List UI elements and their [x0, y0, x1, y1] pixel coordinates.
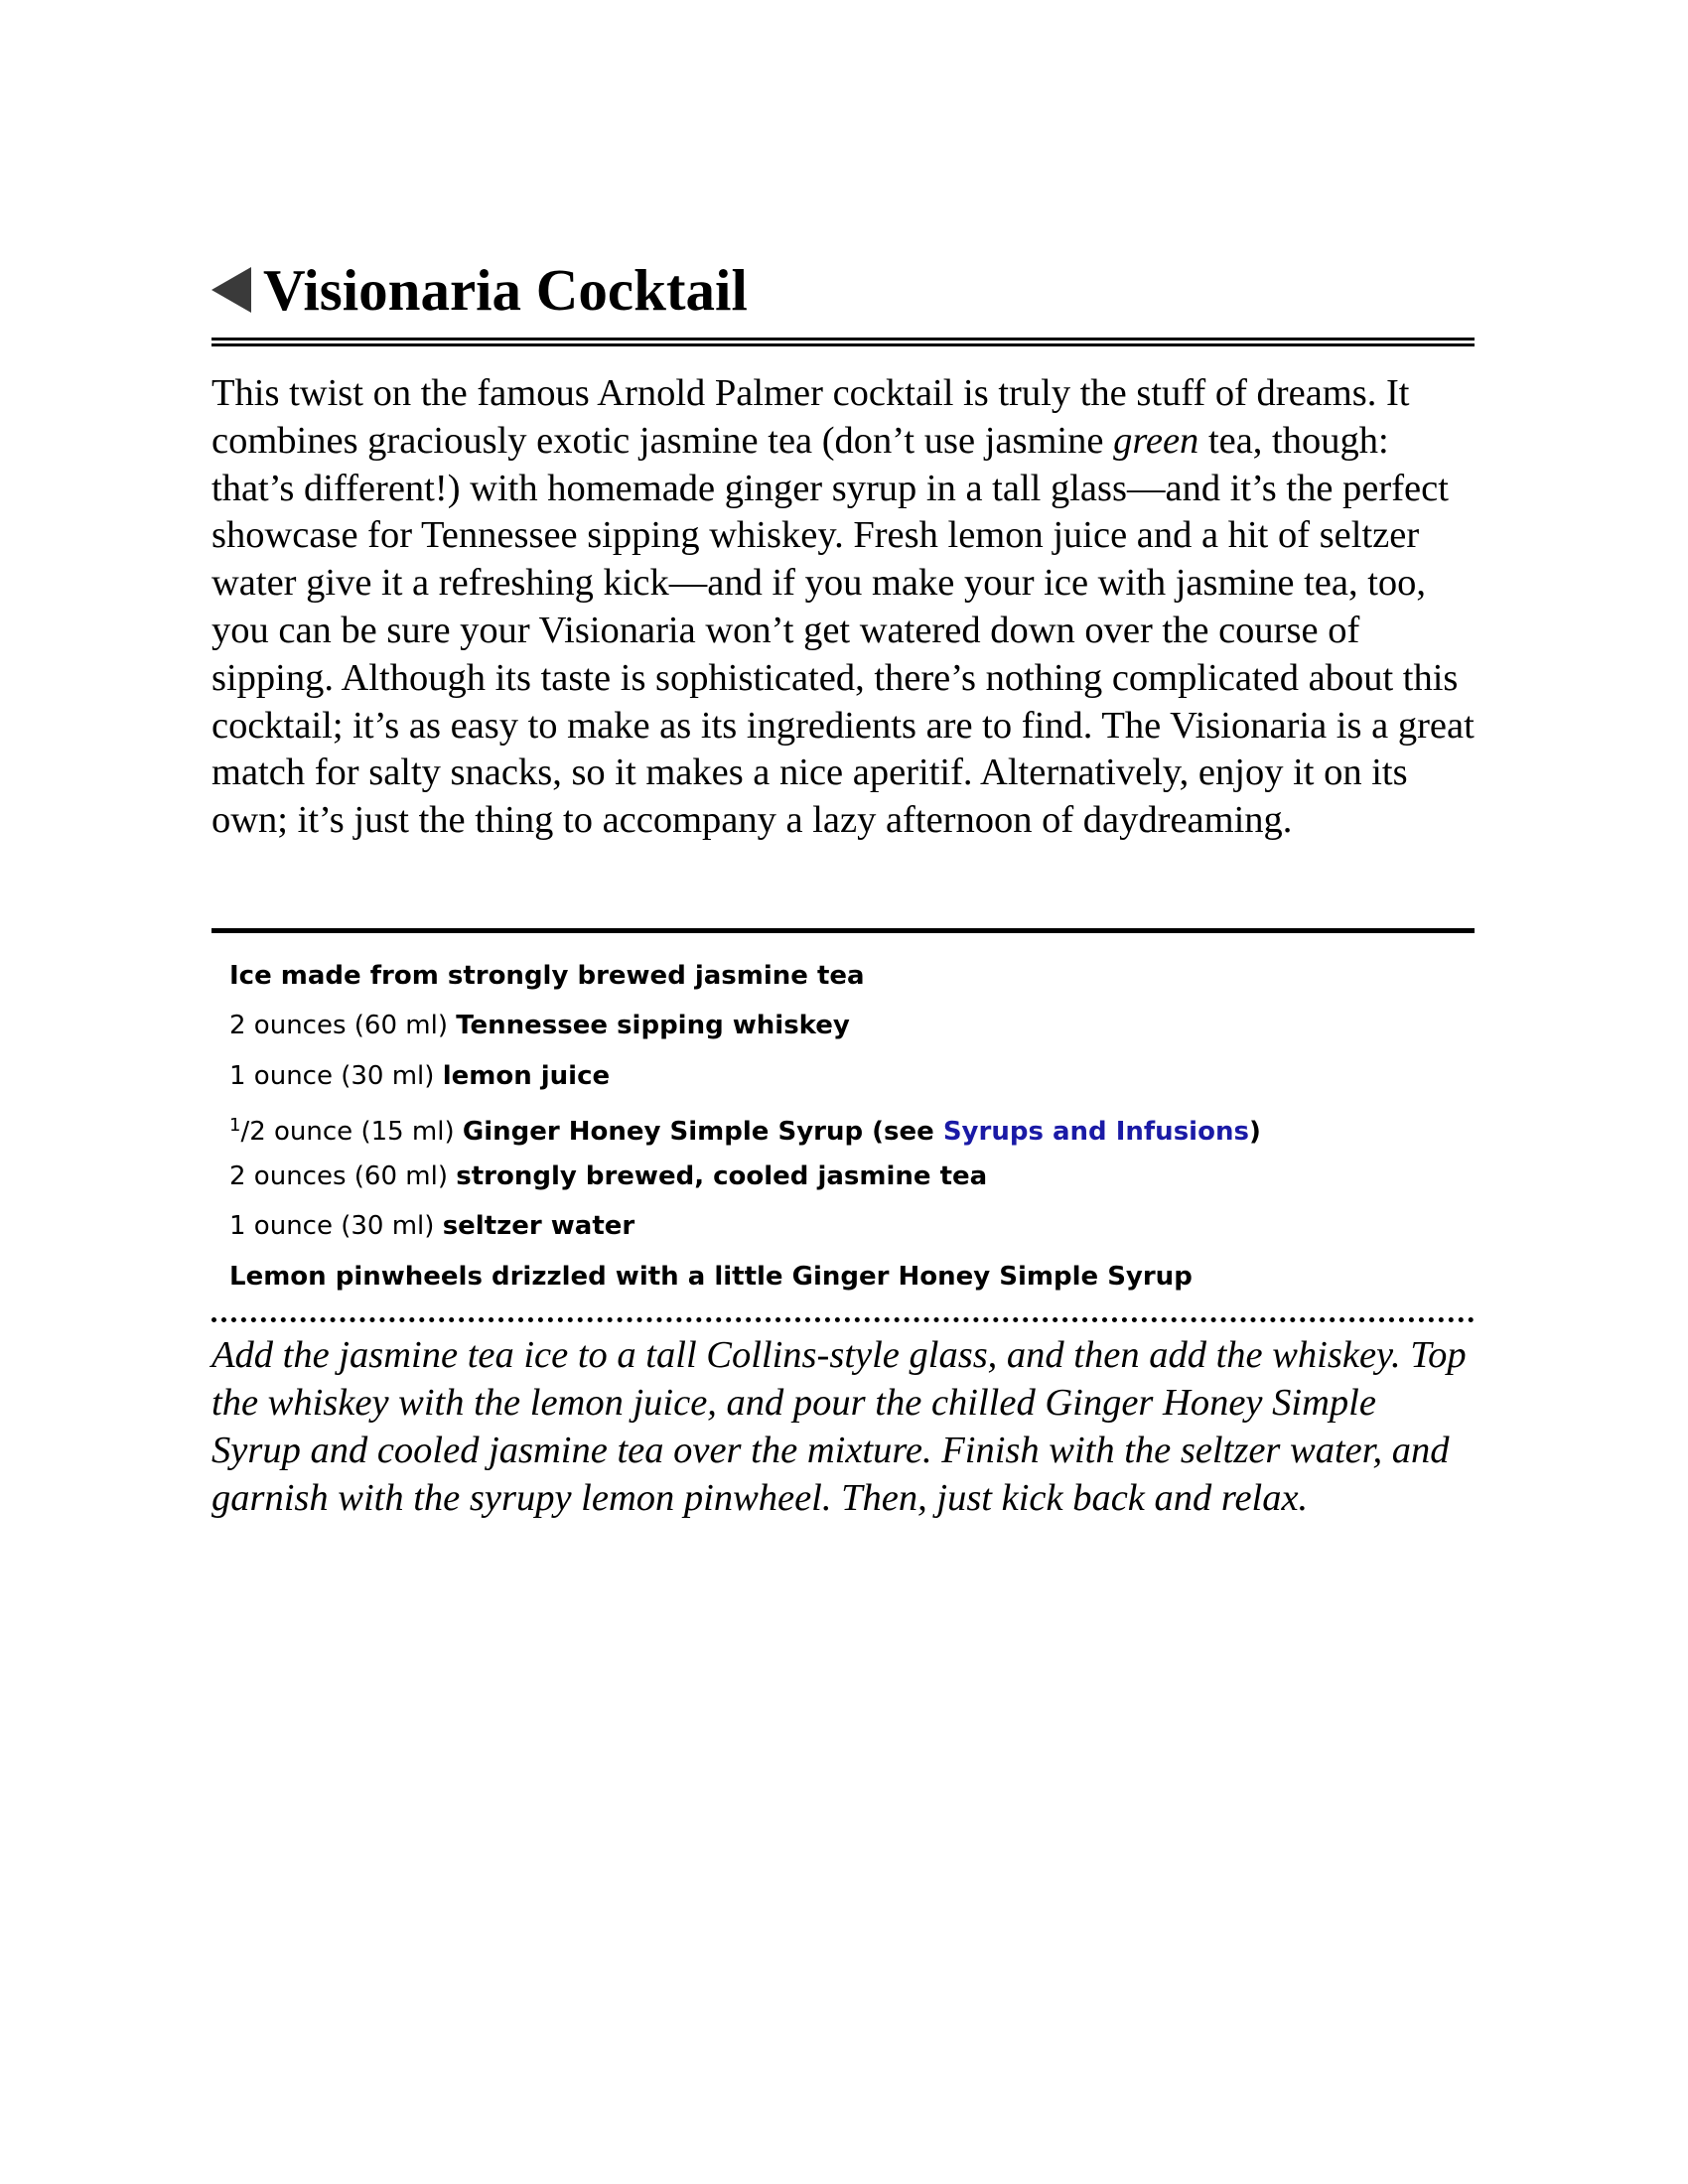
ingredient-amount: 1 ounce (30 ml) [229, 1211, 443, 1242]
ingredient-name: lemon juice [442, 1060, 611, 1091]
intro-emphasis: green [1113, 419, 1199, 462]
ingredient-item [229, 1252, 1475, 1302]
ingredient-name: Lemon pinwheels drizzled with a little Ginger Honey Simple Syrup [229, 1261, 1193, 1292]
method-divider [211, 1317, 1475, 1322]
ingredient-amount: 2 ounces (60 ml) [229, 1011, 457, 1041]
ingredient-item [229, 951, 1475, 1002]
title-row [211, 256, 1475, 324]
ingredient-item [229, 1051, 1475, 1102]
intro-text-2: tea, though: that’s different!) with homemade ginger syrup in a tall glass—and it’s the perfect showcase for Tennessee sipping whiskey. Fresh lemon juice and a hit of seltzer water give it a refreshing kick—and if you make your ice with jasmine tea, too, you can be sure your Visionaria won’t get watered down over the course of sipping. Although its taste is sophisticated, there’s nothing complicated about this cocktail; it’s as easy to make as its ingredients are to find. The Visionaria is a great match for salty snacks, so it makes a nice aperitif. Alternatively, enjoy it on its own; it’s just the thing to accompany a lazy afternoon of daydreaming. [211, 419, 1475, 842]
ingredient-item [229, 1152, 1475, 1202]
recipe-method: Add the jasmine tea ice to a tall Collins-style glass, and then add the whiskey. Top the whiskey with the lemon juice, and pour the chilled Ginger Honey Simple Syrup and cooled jasmine tea over the mixture. Finish with the seltzer water, and garnish with the syrupy lemon pinwheel. Then, just kick back and relax. [211, 1334, 1467, 1519]
ingredient-amount: 2 ounces (60 ml) [229, 1160, 457, 1191]
title-divider [211, 338, 1475, 346]
ingredient-name: strongly brewed, cooled jasmine tea [456, 1160, 988, 1191]
ingredient-name: Ginger Honey Simple Syrup (see [462, 1117, 943, 1148]
ingredient-fraction-numerator: 1 [229, 1115, 241, 1137]
ingredient-name-close: ) [1248, 1117, 1261, 1148]
recipe-page [211, 256, 1475, 1523]
recipe-title: Visionaria Cocktail [263, 257, 748, 323]
intro-text-1: This twist on the famous Arnold Palmer cocktail is truly the stuff of dreams. It combines graciously exotic jasmine tea (don’t use jasmine [211, 372, 1410, 462]
ingredient-item [229, 1101, 1475, 1152]
ingredient-amount: 1 ounce (30 ml) [229, 1060, 443, 1091]
recipe-intro [211, 370, 1475, 845]
syrups-and-infusions-link[interactable]: Syrups and Infusions [942, 1117, 1249, 1148]
back-arrow-icon[interactable] [211, 267, 251, 313]
ingredient-name: Ice made from strongly brewed jasmine tea [229, 960, 865, 991]
ingredients-divider [211, 928, 1475, 933]
ingredient-item [229, 1001, 1475, 1051]
ingredient-name: Tennessee sipping whiskey [456, 1011, 850, 1041]
ingredient-list [211, 951, 1475, 1302]
ingredient-item [229, 1201, 1475, 1252]
ingredient-amount: /2 ounce (15 ml) [240, 1117, 463, 1148]
ingredient-name: seltzer water [442, 1211, 635, 1242]
